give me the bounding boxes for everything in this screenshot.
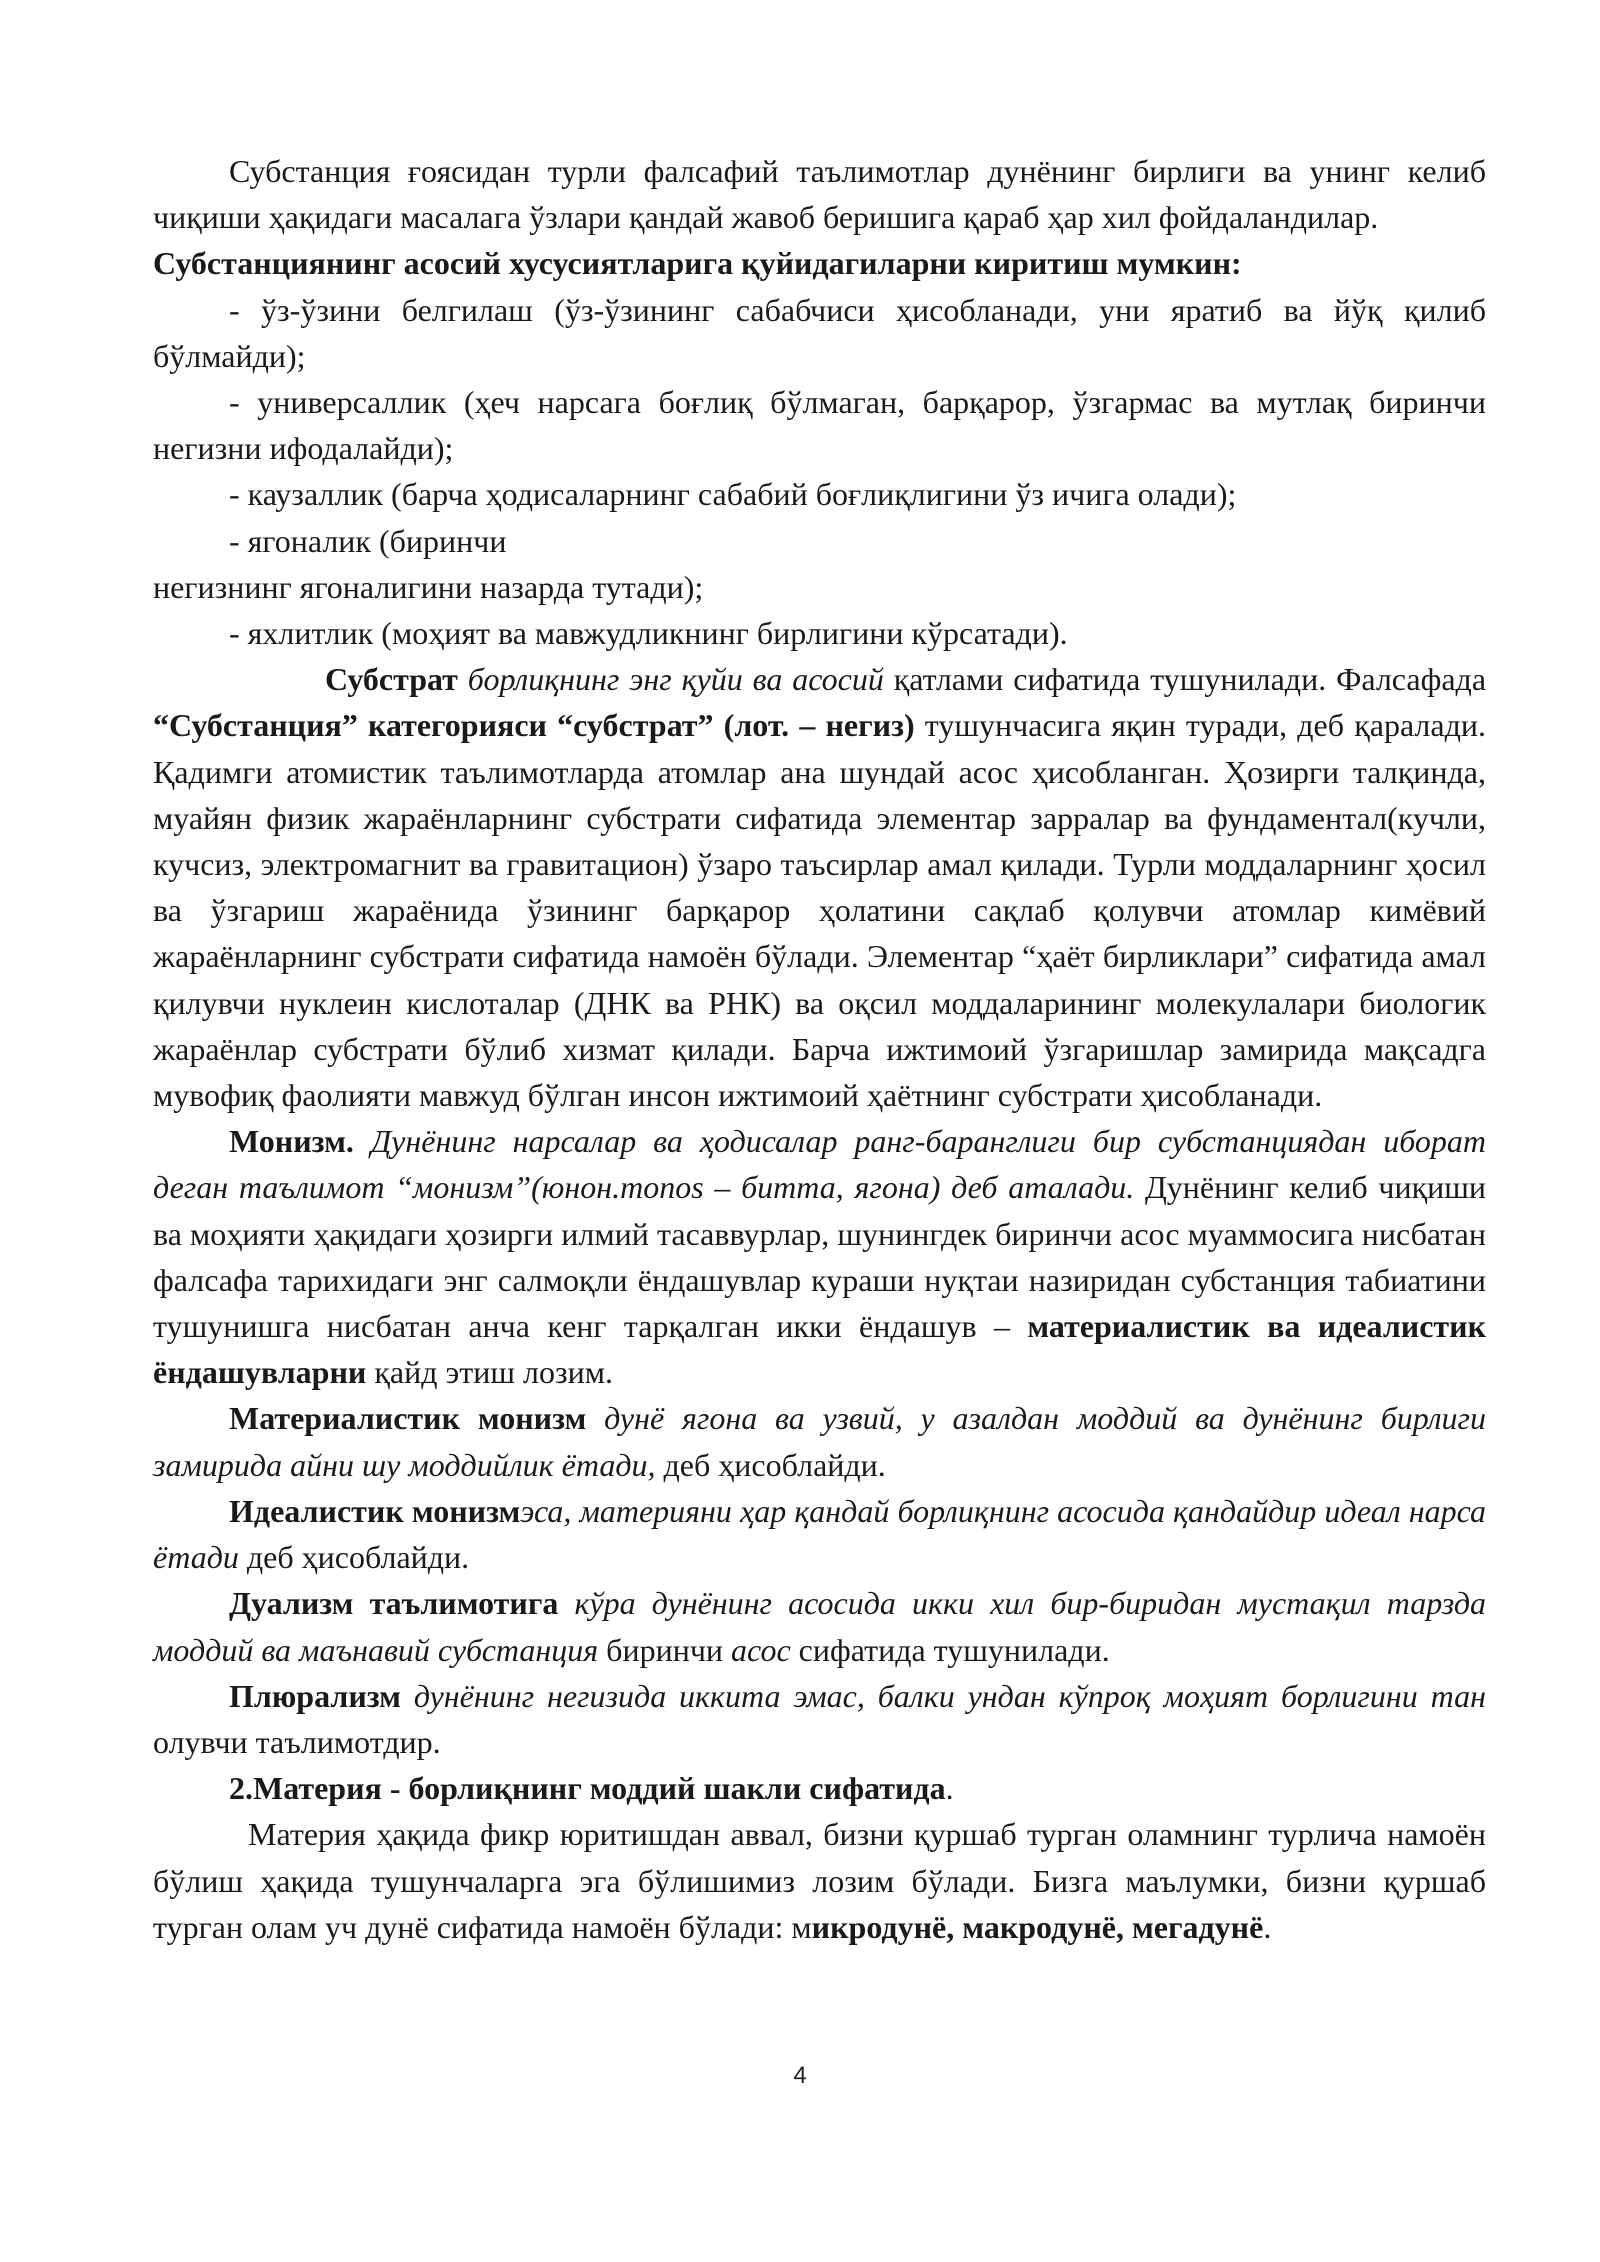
intro-paragraph — [153, 148, 1486, 240]
substrat-bold-phrase: “Субстанция” категорияси “субстрат” (лот. – негиз) — [153, 707, 915, 744]
substrat-paragraph — [153, 656, 1486, 1118]
matter-paragraph — [153, 1811, 1486, 1950]
document-page — [153, 148, 1486, 1950]
substrat-text: тушунчасига яқин туради, деб қаралади. Қадимги атомистик таълимотларда атомлар ана шундай асос ҳисобланган. Ҳозирги талқинда, муайян физик жараёнларнинг субстрати сифатида элементар зарралар ва фундаментал(кучли, кучсиз, электромагнит ва гравитацион) ўзаро таъсирлар амал қилади. Турли моддаларнинг ҳосил ва ўзгариш жараёнида ўзининг барқарор ҳолатини сақлаб қолувчи атомлар кимёвий жараёнларнинг субстрати сифатида намоён бўлади. Элементар “ҳаёт бирликлари” сифатида амал қилувчи нуклеин кислоталар (ДНК ва РНК) ва оқсил моддаларининг молекулалари биологик жараёнлар субстрати бўлиб хизмат қилади. Барча ижтимоий ўзгаришлар замирида мақсадга мувофиқ фаолияти мавжуд бўлган инсон ижтимоий ҳаётнинг субстрати ҳисобланади. — [153, 707, 1487, 1114]
pluralism-paragraph — [153, 1673, 1486, 1765]
idealist-term: Идеалистик монизм — [229, 1492, 521, 1529]
page-number: 4 — [793, 2062, 807, 2089]
substrat-term: Субстрат — [325, 661, 458, 698]
idealist-text: деб ҳисоблайди. — [246, 1539, 470, 1576]
pluralism-term: Плюрализм — [229, 1677, 401, 1714]
list-item-text: - универсаллик (ҳеч нарсага боғлиқ бўлмаган, барқарор, ўзгармас ва мутлақ биринчи негизни ифодалайди); — [153, 384, 1486, 467]
materialist-text: деб ҳисоблайди. — [663, 1446, 886, 1483]
list-item-integrity — [153, 610, 1486, 656]
idealist-monism-paragraph — [153, 1488, 1486, 1580]
list-item-text: негизнинг ягоналигини назарда тутади); — [153, 568, 704, 605]
dualism-definition: кўра дунёнинг асосида икки хил бир-биридан мустақил тарзда моддий ва маънавий субстанция — [153, 1585, 1487, 1668]
list-item-text: - каузаллик (барча ҳодисаларнинг сабабий боғлиқлигини ўз ичига олади); — [229, 476, 1237, 513]
list-item-text: - ўз-ўзини белгилаш (ўз-ўзининг сабабчиси ҳисобланади, уни яратиб ва йўқ қилиб бўлмайди); — [153, 291, 1486, 374]
monism-text: Дунёнинг келиб чиқиши ва моҳияти ҳақидаги ҳозирги илмий тасаввурлар, шунингдек биринчи асос муаммосига нисбатан фалсафа тарихидаги энг салмоқли ёндашувлар кураши нуқтаи назиридан субстанция табиатини тушунишга нисбатан анча кенг тарқалган икки ёндашув – — [153, 1169, 1487, 1345]
list-item-uniqueness-b — [153, 564, 1486, 610]
substrat-definition: борлиқнинг энг қуйи ва асосий — [467, 661, 884, 698]
materialist-term: Материалистик монизм — [229, 1400, 587, 1437]
list-item-uniqueness-a — [153, 518, 1486, 564]
dualism-italic-word: асос — [731, 1631, 791, 1668]
pluralism-definition: дунёнинг негизида иккита эмас, балки ундан кўпроқ моҳият борлигини тан — [413, 1677, 1487, 1714]
dualism-text: сифатида тушунилади. — [798, 1631, 1110, 1668]
monism-paragraph — [153, 1118, 1486, 1395]
section-heading — [153, 1765, 1486, 1811]
substrat-text: қатлами сифатида тушунилади. Фалсафада — [893, 661, 1487, 698]
properties-heading-text: Субстанциянинг асосий хусусиятларига қуйидагиларни киритиш мумкин: — [153, 245, 1242, 282]
dualism-text: биринчи — [606, 1631, 724, 1668]
idealist-definition: эса, материяни ҳар қандай борлиқнинг асосида қандайдир идеал нарса ётади — [153, 1492, 1487, 1576]
materialist-definition: дунё ягона ва узвий, у азалдан моддий ва дунёнинг бирлиги замирида айни шу моддийлик ётади, — [153, 1400, 1487, 1483]
monism-bold-phrase: материалистик ва идеалистик ёндашувларни — [153, 1308, 1487, 1391]
list-item-text: - ягоналик (биринчи — [229, 522, 507, 559]
dualism-paragraph — [153, 1580, 1486, 1672]
matter-text: Материя ҳақида фикр юритишдан аввал, бизни қуршаб турган оламнинг турлича намоён бўлиш ҳақида тушунчаларга эга бўлишимиз лозим бўлади. Бизга маълумки, бизни қуршаб турган олам уч дунё сифатида намоён бўлади: м — [153, 1816, 1486, 1945]
materialist-monism-paragraph — [153, 1395, 1486, 1487]
matter-bold-phrase: икродунё, макродунё, мегадунё — [811, 1908, 1264, 1945]
list-item-text: - яхлитлик (моҳият ва мавжудликнинг бирлигини кўрсатади). — [229, 615, 1068, 652]
monism-text: қайд этиш лозим. — [374, 1354, 613, 1391]
properties-heading — [153, 240, 1486, 286]
monism-definition: Дунёнинг нарсалар ва ҳодисалар ранг-баранглиги бир субстанциядан иборат деган таълимот “монизм”(юнон.monos – битта, ягона) деб аталади. — [153, 1123, 1487, 1206]
list-item-universality — [153, 379, 1486, 471]
intro-text: Субстанция ғоясидан турли фалсафий таълимотлар дунёнинг бирлиги ва унинг келиб чиқиши ҳақидаги масалага ўзлари қандай жавоб беришига қараб ҳар хил фойдаландилар. — [153, 153, 1486, 236]
section-heading-text: 2.Материя - борлиқнинг моддий шакли сифатида — [229, 1770, 946, 1807]
monism-term: Монизм. — [229, 1123, 354, 1160]
list-item-self-determination — [153, 287, 1486, 379]
matter-text: . — [1263, 1908, 1272, 1945]
section-heading-dot: . — [945, 1770, 954, 1807]
pluralism-text: олувчи таълимотдир. — [153, 1723, 441, 1760]
list-item-causality — [153, 471, 1486, 517]
dualism-term: Дуализм таълимотига — [229, 1585, 559, 1622]
